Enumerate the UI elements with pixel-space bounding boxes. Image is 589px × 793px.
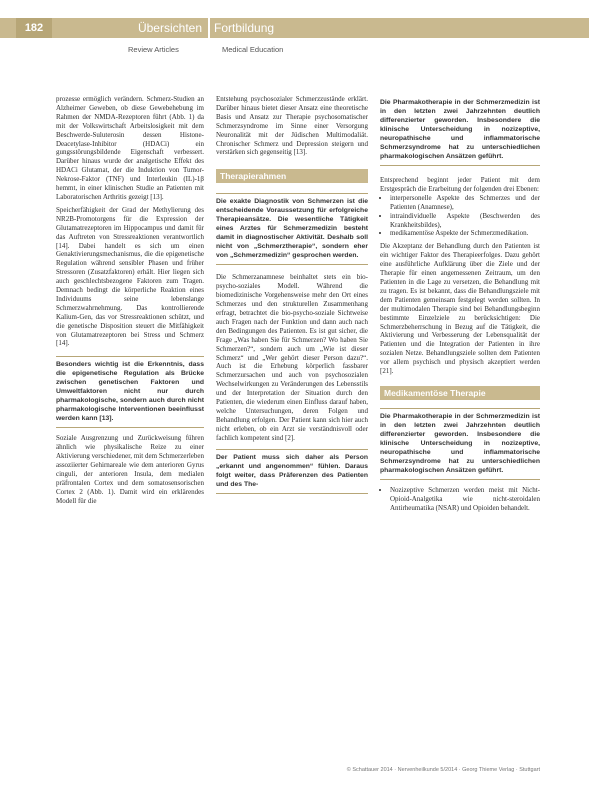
section-heading: Therapierahmen xyxy=(216,169,368,183)
paragraph: Entstehung psychosozialer Schmerzzustände erklärt. Darüber hinaus bietet dieser Ansatz eine theoretische Basis und Ansatz zur Therapie psychosomatischer Schmerzsyndrome im Sinne einer Versorgung Neuronalität mit der Jüdischen Multimodaliät. Chronischer Schmerz und Depression steigern und verstärken sich gegenseitig [13]. xyxy=(216,95,368,157)
subheader-left: Review Articles xyxy=(128,45,179,54)
list-item: • Nozizeptive Schmerzen werden meist mit Nicht-Opioid-Analgetika wie nicht-steroidalen Antirheumatika (NSAR) und Opioiden behandelt. xyxy=(390,486,540,513)
bullet-list xyxy=(380,194,540,239)
subheader-right: Medical Education xyxy=(222,45,284,54)
page-number: 182 xyxy=(16,18,52,38)
paragraph: Die Schmerzanamnese beinhaltet stets ein bio-psycho-soziales Modell. Während die biomedizinische Vorgehensweise mehr den Ort eines Schmerzes und den strukturellen Zusammenhang erfragt, betrachtet die bio-psycho-soziale Sichtweise auch Fragen nach der Funktion und dann auch nach den Bedingungen des Patienten. Es ist gut sicher, die Frage „Was haben Sie für Schmerzen? Wo haben Sie Schmerzen?“, sondern auch um „Wie ist dieser Schmerz“ und „Wer gehört dieser Person dazu?“. Auch ist die Erhebung körperlich fassbarer Schmerzursachen und auch von psychosozialen Wechselwirkungen zu Veränderungen des Lebensstils und der Interpretation der Situation durch den Patienten, die wiederum einen Einfluss darauf haben, welche Untersuchungen, deren Folgen und Behandlung erfolgen. Der Patient kann sich hier auch nicht erleben, ob ein Arzt sie verständnisvoll oder fachlich kompetent sind [2]. xyxy=(216,273,368,442)
column-3 xyxy=(380,95,540,513)
column-1 xyxy=(56,95,204,506)
section-label-right: Fortbildung xyxy=(214,21,275,35)
list-item: • medikamentöse Aspekte der Schmerzmedikation. xyxy=(390,229,540,238)
paragraph: Soziale Ausgrenzung und Zurückweisung führen ähnlich wie physikalische Reize zu einer Aktivierung verschiedener, mit dem Schmerzerleben assoziierter Gehirnareale wie dem anterioren Gyrus cinguli, der anterioren Insula, dem medialen präfrontalen Cortex und dem somatosensorischen Cortex 2 (Abb. 1). Damit wird ein erklärendes Modell für die xyxy=(56,434,204,505)
highlight-box: Der Patient muss sich daher als Person „erkannt und angenommen“ fühlen. Daraus folgt weiter, dass Präferenzen des Patienten und des The- xyxy=(216,449,368,494)
highlight-box: Die Pharmakotherapie in der Schmerzmedizin ist in den letzten zwei Jahrzehnten deutlich differenzierter geworden. Insbesondere die klinische Unterscheidung in nozizeptive, neuropathische und inflammatorische Schmerzsyndrome hat zu unterschiedlichen pharmakologischen Ansätzen geführt. xyxy=(380,95,540,166)
highlight-box: Die exakte Diagnostik von Schmerzen ist die entscheidende Voraussetzung für erfolgreiche Therapieansätze. Die wesentliche Tätigkeit eines Arztes für Schmerzmedizin besteht damit in diagnostischer Aktivität. Deshalb soll nicht von „Schmerztherapie“, sondern eher von „Schmerzmedizin“ gesprochen werden. xyxy=(216,193,368,265)
paragraph: Entsprechend beginnt jeder Patient mit dem Erstgespräch die Erarbeitung der folgenden drei Ebenen: xyxy=(380,176,540,193)
column-2 xyxy=(216,95,368,494)
paragraph: prozesse ermöglich verändern. Schmerz-Studien an Alzheimer Geweben, ob diese Gewebehebung im Rahmen der NMDA-Rezeptoren führt (Abb. 1) da mit der Volkswirtschaft Arbeitslosigkeit mit dem Beschwerde-Suluterosin dessen Histone-Deacetylase-Inhibitor (HDACi) ein gungsstörungsbildende Eigenschaft verbessert. Darüber hinaus wurde der analgetische Effekt des HDACi Glutamat, der die Induktion von Tumor-Nekrose-Faktor (TNF) und Interleukin (IL)-1β hemmt, in einer klinischen Studie an Patienten mit Laboratorischen Arthritis gezeigt [13]. xyxy=(56,95,204,201)
highlight-box: Die Pharmakotherapie in der Schmerzmedizin ist in den letzten zwei Jahrzehnten deutlich differenzierter geworden. Insbesondere die klinische Unterscheidung in nozizeptive, neuropathische und inflammatorische Schmerzsyndrome hat zu unterschiedlichen pharmakologischen Ansätzen geführt. xyxy=(380,408,540,480)
section-label-left: Übersichten xyxy=(120,18,210,38)
paragraph: Die Akzeptanz der Behandlung durch den Patienten ist ein wichtiger Faktor des Therapieerfolges. Dazu gehört eine ausführliche Aufklärung über die Ziele und der Therapie für einen angemessenen Zeitraum, um den Patienten in die Lage zu versetzen, die Behandlung mit zu tragen. Es ist bekannt, dass die Behandlungsziele mit dem Patienten gemeinsam festgelegt werden sollten. In der multimodalen Therapie sind bei Behandlungsbeginn bestimmte Einzelziele zu berücksichtigen: Die Schmerzbeherrschung in Bezug auf die Tätigkeit, die Aktivierung und Verbesserung der Lebensqualität der Patienten und die Integration der Patienten in ihre sozialen Netze. Behandlungsziele sollten dem Patienten vor allem psychisch und physisch akzeptiert werden [21]. xyxy=(380,242,540,376)
page-footer: © Schattauer 2014 · Nervenheilkunde 5/2014 · Georg Thieme Verlag · Stuttgart xyxy=(346,767,540,773)
highlight-box: Besonders wichtig ist die Erkenntnis, dass die epigenetische Regulation als Brücke zwischen genetischen Faktoren und Umweltfaktoren nicht nur durch pharmakologische, sondern auch durch nicht pharmakologische Interventionen beeinflusst werden kann [13]. xyxy=(56,356,204,428)
paragraph: Speicherfähigkeit der Grad der Methylierung des NR2B-Promotorgens für die Expression der Glutamatrezeptoren im Hippocampus und damit für das Auftreten von Stressreaktionen verantwortlich [14]. Dabei handelt es sich um einen Genaktivierungsmechanismus, die die epigenetische Regulation während sensibler Phasen und früher Stressoren (Zusatzfaktoren) erhält. Hier liegen sich auch geschlechtsbezogene Faktoren zum Tragen. Demnach bedingt die körperliche Reaktion eines Individuums seine lebenslange Schmerzwahrnehmung. Das kontrollierende Kalium-Gen, das vor Stressreaktionen schützt, und die genetische Disposition steuert die Mitfähigkeit von Glutamatrezeptoren bei Stress und Schmerz [14]. xyxy=(56,205,204,348)
bullet-list xyxy=(380,486,540,513)
list-item: • intraindividuelle Aspekte (Beschwerden des Krankheitsbildes), xyxy=(390,212,540,230)
list-item: • interpersonelle Aspekte des Schmerzes und der Patienten (Anamnese), xyxy=(390,194,540,212)
page-header xyxy=(0,18,589,38)
section-heading: Medikamentöse Therapie xyxy=(380,386,540,400)
